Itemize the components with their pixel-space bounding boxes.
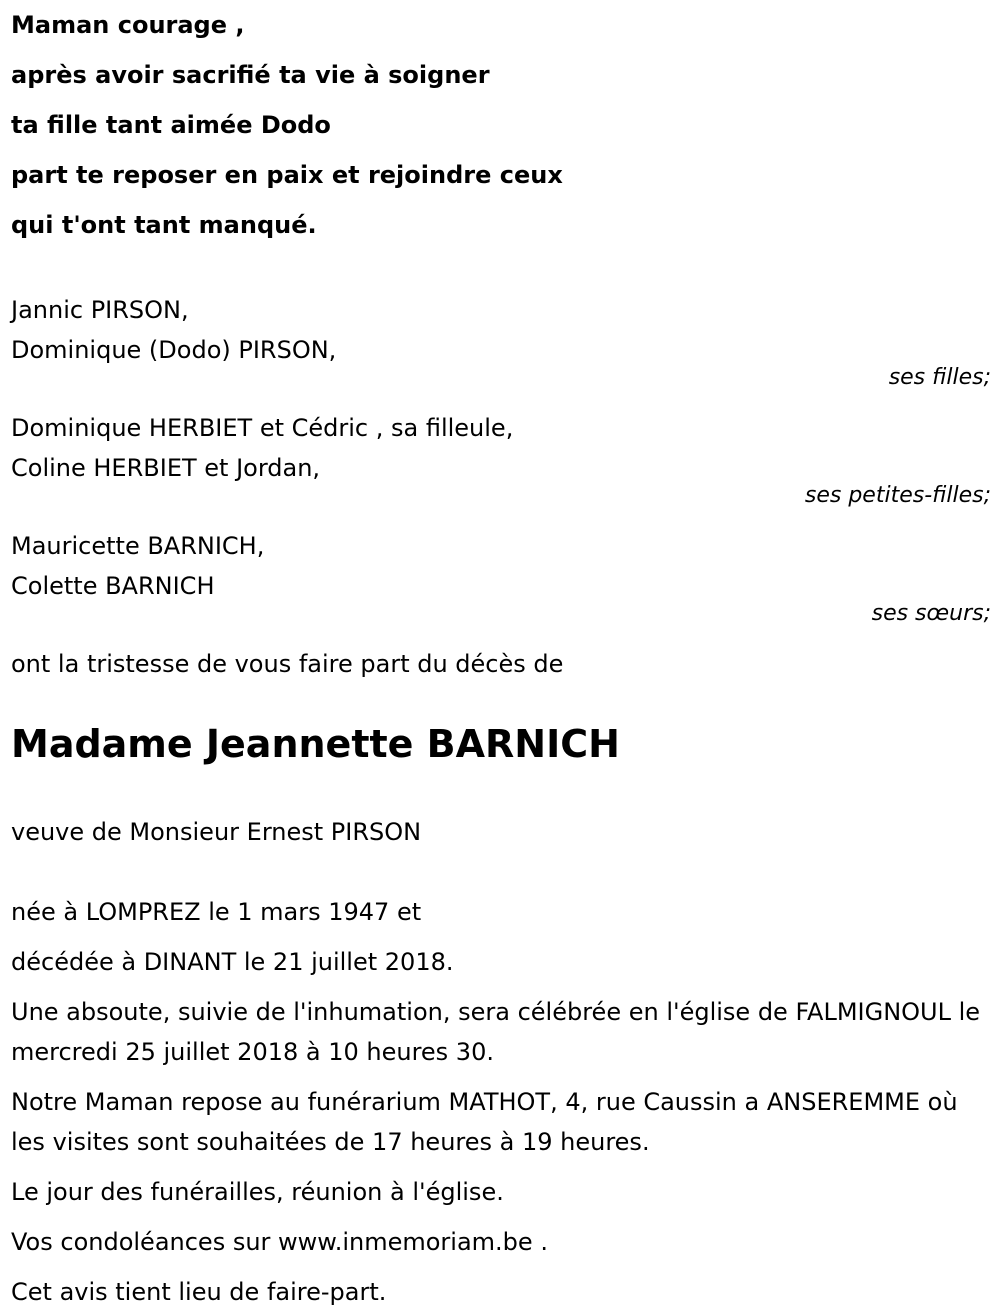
dedication-poem xyxy=(11,0,991,250)
family-member-name: Coline HERBIET et Jordan, xyxy=(11,454,321,482)
ceremony-paragraph: Une absoute, suivie de l'inhumation, sera célébrée en l'église de FALMIGNOUL le mercredi 25 juillet 2018 à 10 heures 30. xyxy=(11,998,981,1066)
relation-label: ses petites-filles; xyxy=(804,483,991,508)
deceased-name: Madame Jeannette BARNICH xyxy=(11,722,620,766)
meeting-paragraph: Le jour des funérailles, réunion à l'église. xyxy=(11,1178,504,1206)
dedication-line: ta fille tant aimée Dodo xyxy=(11,111,331,139)
family-group-granddaughters xyxy=(11,408,991,508)
family-member-name: Dominique (Dodo) PIRSON, xyxy=(11,336,337,364)
family-member-name: Jannic PIRSON, xyxy=(11,296,189,324)
relation-label: ses filles; xyxy=(888,365,991,390)
family-member-name: Mauricette BARNICH, xyxy=(11,532,265,560)
family-member-name: Dominique HERBIET et Cédric , sa filleule, xyxy=(11,414,514,442)
dedication-line: après avoir sacrifié ta vie à soigner xyxy=(11,61,490,89)
notice-paragraph: Cet avis tient lieu de faire-part. xyxy=(11,1278,387,1306)
death-info: décédée à DINANT le 21 juillet 2018. xyxy=(11,948,454,976)
obituary-notice xyxy=(11,0,991,1312)
dedication-line: qui t'ont tant manqué. xyxy=(11,211,317,239)
relation-label: ses sœurs; xyxy=(871,601,991,626)
condolences-paragraph: Vos condoléances sur www.inmemoriam.be . xyxy=(11,1228,548,1256)
family-group-daughters xyxy=(11,290,991,390)
family-member-name: Colette BARNICH xyxy=(11,572,215,600)
dedication-line: Maman courage , xyxy=(11,11,245,39)
funeral-home-paragraph: Notre Maman repose au funérarium MATHOT, 4, rue Caussin a ANSEREMME où les visites sont souhaitées de 17 heures à 19 heures. xyxy=(11,1088,958,1156)
family-group-sisters xyxy=(11,526,991,626)
dedication-line: part te reposer en paix et rejoindre ceux xyxy=(11,161,563,189)
birth-info: née à LOMPREZ le 1 mars 1947 et xyxy=(11,898,422,926)
announcement-intro: ont la tristesse de vous faire part du décès de xyxy=(11,650,564,678)
widow-of: veuve de Monsieur Ernest PIRSON xyxy=(11,818,422,846)
